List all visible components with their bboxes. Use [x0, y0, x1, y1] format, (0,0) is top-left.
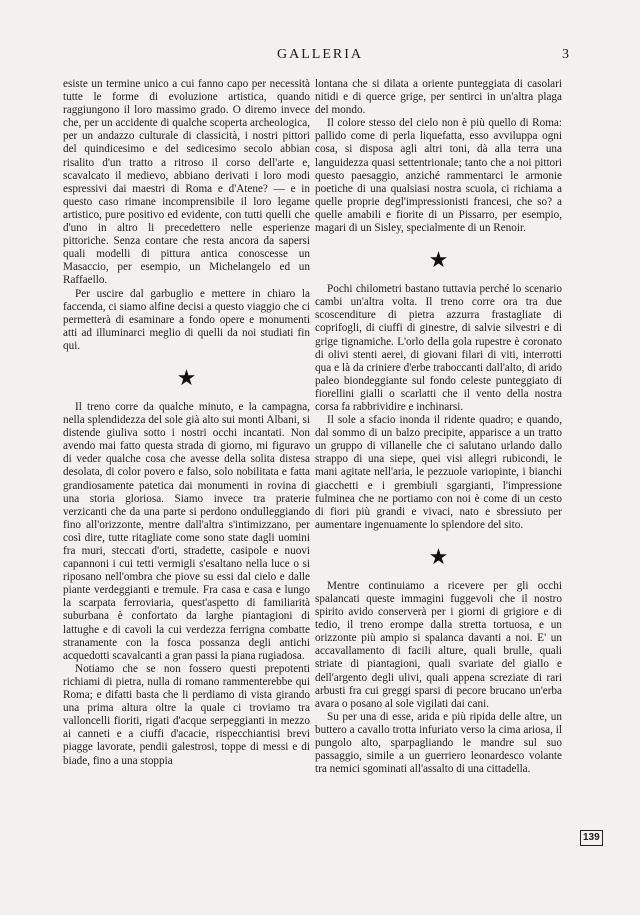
paragraph: Su per una di esse, arida e più ripida delle altre, un buttero a cavallo trotta infuriato verso la cima ariosa, il pungolo alto, sparpagliando le mandre sul suo passaggio, simile a un guerriero leonardesco volante tra nemici sgominati all'assalto di una cittadella. [315, 710, 562, 776]
paragraph: Notiamo che se non fossero questi prepotenti richiami di pietra, nulla di romano rammenterebbe qui Roma; e difatti basta che li perdiamo di vista girando una prima altura oltre la quale ci troviamo tra valloncelli fioriti, rigati d'acque serpeggianti in mezzo ai canneti e a ciuffi d'acacie, rispecchiantisi brevi piagge lavorate, pendii galestrosi, toppe di messi e di biade, fino a una stoppia [63, 662, 310, 767]
running-header-title: GALLERIA [277, 47, 363, 62]
star-separator-icon: ★ [428, 247, 449, 273]
paragraph: lontana che si dilata a oriente punteggiata di casolari nitidi e di querce grige, per sentirci in un'altra plaga del mondo. [315, 78, 562, 117]
left-column [63, 78, 310, 768]
star-separator-icon: ★ [176, 364, 197, 390]
paragraph: Pochi chilometri bastano tuttavia perché lo scenario cambi un'altra volta. Il treno corre ora tra due scoscenditure di pietra azzurra frastagliate di coprifogli, di ciuffi di ginestre, di salvie silvestri e di grige tignamiche. L'orlo della gola rupestre è coronato di olivi stenti aerei, di giovani filari di viti, interrotti qua e là da criniere d'erbe traboccanti dall'alto, di arido paleo biondeggiante sul fondo celeste punteggiato di fiorellini gialli o scarlatti che il vento della nostra corsa fa rabbrividire e inchinarsi. [315, 283, 562, 413]
right-column [315, 78, 562, 776]
paragraph: Il treno corre da qualche minuto, e la campagna, nella splendidezza del sole già alto sui monti Albani, si distende giuliva sotto i nostri occhi incantati. Non avendo mai fatto questa strada di giorno, mi figuravo di veder qualche cosa che avesse della solita distesa desolata, di color povero e falso, solo nobilitata e fatta grandiosamente patetica dai monumenti in rovina di una storia gloriosa. Siamo invece tra praterie verzicanti che da una parte si perdono ondulleggiando fino all'orizzonte, mentre dall'altra s'intimizzano, per così dire, tutte ritagliate come sono state dagli uomini fra muri, steccati d'orti, stradette, casipole e nuovi capannoni i cui tetti vermigli s'esaltano nella luce o si riposano nell'ombra che piove su essi dal cielo e dalle piante verdeggianti e tremule. Fra casa e casa e lungo la scarpata ferroviaria, quest'aspetto di familiarità suburbana è confortato da larghe piantagioni di lattughe e di cavoli la cui verdezza ferrigna combatte stranamente con la fosca possanza degli antichi acquedotti scavalcanti a gran passi la piana rugiadosa. [63, 400, 310, 662]
paragraph: esiste un termine unico a cui fanno capo per necessità tutte le forme di evoluzione artistica, quando raggiungono il loro massimo grado. O diremo invece che, per un accidente di qualche scoperta archeologica, per un andazzo culturale di classicità, i nostri pittori del quindicesimo e del sedicesimo secolo abbian risalito d'un tratto a ritroso il corso dell'arte e, scavalcato il medievo, abbiano derivati i loro modi espressivi dai maestri di Roma e d'Atene? — e in questo caso rimane incomprensibile il loro legame artistico, pure positivo ed evidente, con tutti quelli che d'uno in altro li precedettero nelle esperienze pittoriche. Senza contare che resta ancora da sapersi quali modelli di pittura antica conoscesse un Masaccio, per esempio, un Michelangelo ed un Raffaello. [63, 78, 310, 287]
archive-number-stamp: 139 [580, 830, 603, 846]
paragraph: Per uscire dal garbuglio e mettere in chiaro la faccenda, ci siamo alfine decisi a questo viaggio che ci permetterà di esaminare a fondo opere e monumenti atti ad illuminarci meglio di quelli da noi studiati fin qui. [63, 287, 310, 352]
page-number: 3 [562, 47, 569, 62]
star-separator-icon: ★ [428, 543, 449, 569]
paragraph: Il sole a sfacio inonda il ridente quadro; e quando, dal sommo di un balzo precipite, apparisce a un tratto un gruppo di villanelle che ci salutano urlando dallo strappo di una siepe, quei visi allegri rubicondi, le mani agitate nell'aria, le pezzuole variopinte, i bianchi giacchetti e i grembiuli sgargianti, l'impressione fulminea che ne portiamo con noi è come di un cesto di fiori più grandi e vivaci, nato e sbressiuto per aumentare ingenuamente lo splendore del sito. [315, 414, 562, 531]
paragraph: Mentre continuiamo a ricevere per gli occhi spalancati queste immagini fuggevoli che il nostro spirito avido conserverà per i giorni di grigiore e di tedio, il treno erompe dalla stretta tortuosa, e un orizzonte più ampio si spalanca davanti a noi. E' un accavallamento di facili alture, quali brulle, quali striate di piantagioni, quali svariate del giallo e dell'argento degli ulivi, quali appena screziate di rari arbusti fra cui greggi sparsi di pecore brucano un'erba avara o posano al sole vigilati dai cani. [315, 579, 562, 710]
paragraph: Il colore stesso del cielo non è più quello di Roma: pallido come di perla liquefatta, esso avviluppa ogni cosa, si disposa agli altri toni, dà alla terra una languidezza quasi settentrionale; tanto che a noi pittori questo paesaggio, anziché rammentarci le armonie poetiche di una qualsiasi nostra scuola, ci richiama a quelle proprie degl'impressionisti francesi, che so? a quelle amabili e fiorite di un Pissarro, per esempio, magari di un Sisley, specialmente di un Renoir. [315, 117, 562, 235]
